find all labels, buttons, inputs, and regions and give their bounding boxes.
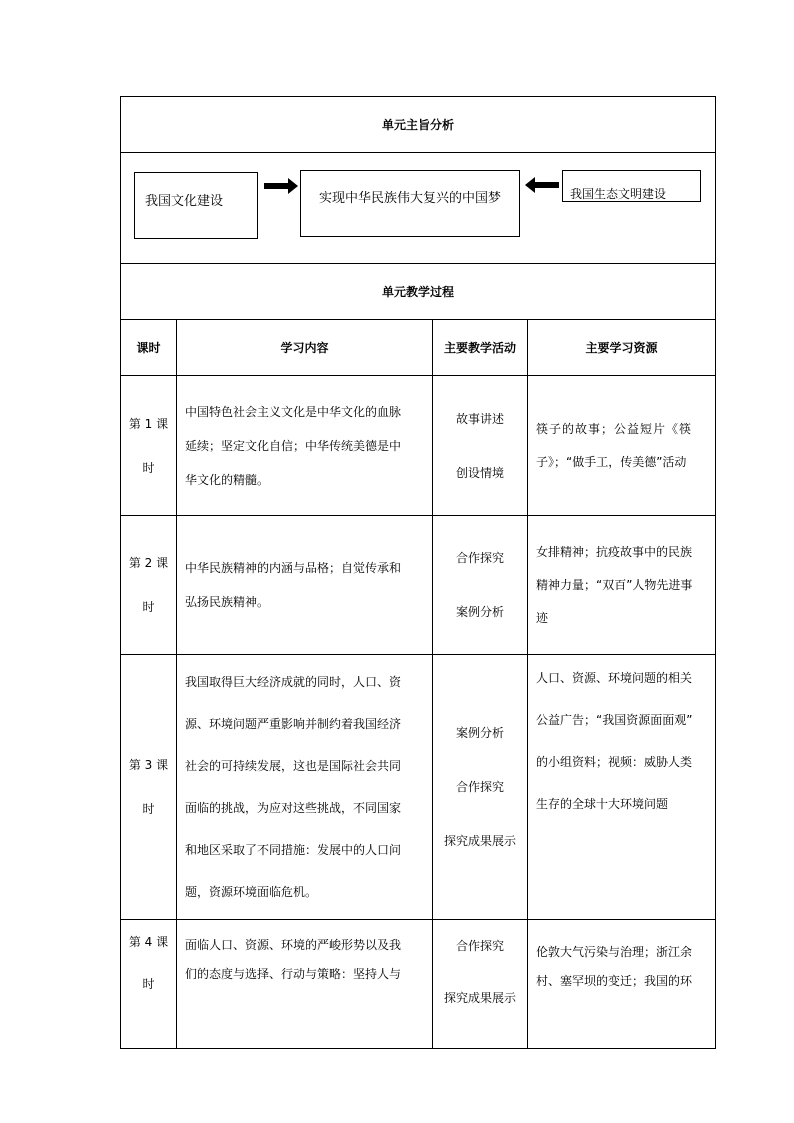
- resource-line: 女排精神；抗疫故事中的民族: [536, 544, 693, 559]
- content-cell: [177, 376, 433, 516]
- activity-cell: [433, 655, 528, 920]
- content-cell: [177, 920, 433, 1049]
- period-line: 时: [142, 600, 155, 614]
- period-cell: [121, 516, 177, 655]
- activity-line: 案例分析: [455, 605, 504, 619]
- unit-theme-title: 单元主旨分析: [121, 97, 716, 153]
- content-line: 华文化的精髓。: [185, 472, 270, 487]
- activity-line: 探究成果展示: [443, 991, 516, 1005]
- resource-line: 筷子的故事；公益短片《筷: [536, 421, 693, 436]
- resource-cell: [528, 376, 716, 516]
- chinese-dream-label: 实现中华民族伟大复兴的中国梦: [318, 191, 501, 206]
- header-content: 学习内容: [177, 320, 433, 376]
- content-cell: [177, 516, 433, 655]
- resource-line: 公益广告；“我国资源面面观”: [536, 713, 693, 727]
- culture-construction-label: 我国文化建设: [145, 194, 224, 209]
- resource-line: 迹: [536, 610, 549, 625]
- resource-cell: [528, 920, 716, 1049]
- teaching-process-title: 单元教学过程: [121, 264, 716, 320]
- content-line: 我国取得巨大经济成就的同时，人口、资: [185, 675, 402, 689]
- activity-cell: [433, 516, 528, 655]
- header-period: 课时: [121, 320, 177, 376]
- content-line: 源、环境问题严重影响并制约着我国经济: [185, 717, 402, 731]
- activity-line: 合作探究: [455, 551, 504, 565]
- period-line: 第 2 课: [128, 556, 169, 570]
- activity-line: 案例分析: [455, 726, 504, 740]
- culture-construction-box: [134, 172, 258, 239]
- content-line: 题，资源环境面临危机。: [185, 885, 318, 899]
- activity-line: 合作探究: [455, 780, 504, 794]
- content-line: 们的态度与选择、行动与策略：坚持人与: [185, 967, 402, 981]
- ecological-construction-label: 我国生态文明建设: [570, 187, 667, 201]
- theme-diagram: [121, 153, 716, 264]
- resource-line: 伦敦大气污染与治理；浙江余: [536, 945, 693, 959]
- content-line: 和地区采取了不同措施：发展中的人口问: [185, 843, 402, 857]
- activity-cell: [433, 920, 528, 1049]
- period-line: 时: [142, 802, 155, 816]
- header-resources: 主要学习资源: [528, 320, 716, 376]
- arrow-right-icon: [264, 178, 298, 194]
- period-line: 时: [142, 460, 155, 475]
- arrow-left-icon: [525, 177, 559, 193]
- table-row: [121, 655, 716, 920]
- resource-cell: [528, 655, 716, 920]
- resource-line: 子》；“做手工，传美德”活动: [536, 454, 687, 469]
- table-row: [121, 516, 716, 655]
- period-cell: [121, 655, 177, 920]
- ecological-construction-box: [562, 170, 701, 202]
- table-row: [121, 920, 716, 1049]
- resource-line: 生存的全球十大环境问题: [536, 797, 669, 811]
- resource-line: 的小组资料；视频：威胁人类: [536, 755, 693, 769]
- activity-line: 探究成果展示: [443, 834, 516, 848]
- period-line: 时: [142, 977, 155, 991]
- period-line: 第 4 课: [128, 935, 169, 949]
- content-cell: [177, 655, 433, 920]
- content-line: 延续；坚定文化自信；中华传统美德是中: [185, 438, 402, 453]
- resource-line: 村、塞罕坝的变迁；我国的环: [536, 974, 693, 988]
- chinese-dream-box: [300, 170, 520, 237]
- content-line: 中华民族精神的内涵与品格；自觉传承和: [185, 561, 402, 575]
- content-line: 面临的挑战，为应对这些挑战，不同国家: [185, 801, 402, 815]
- table-row: [121, 376, 716, 516]
- period-line: 第 1 课: [128, 416, 169, 431]
- resource-line: 精神力量；“双百”人物先进事: [536, 577, 693, 592]
- period-line: 第 3 课: [128, 758, 169, 772]
- period-cell: [121, 920, 177, 1049]
- activity-cell: [433, 376, 528, 516]
- content-line: 中国特色社会主义文化是中华文化的血脉: [185, 404, 402, 419]
- unit-plan-table: [120, 96, 716, 1049]
- period-cell: [121, 376, 177, 516]
- activity-line: 创设情境: [455, 465, 504, 480]
- resource-line: 人口、资源、环境问题的相关: [536, 671, 693, 685]
- header-activities: 主要教学活动: [433, 320, 528, 376]
- resource-cell: [528, 516, 716, 655]
- content-line: 面临人口、资源、环境的严峻形势以及我: [185, 938, 402, 952]
- content-line: 社会的可持续发展，这也是国际社会共同: [185, 759, 402, 773]
- activity-line: 合作探究: [455, 939, 504, 953]
- activity-line: 故事讲述: [455, 411, 504, 426]
- content-line: 弘扬民族精神。: [185, 595, 270, 609]
